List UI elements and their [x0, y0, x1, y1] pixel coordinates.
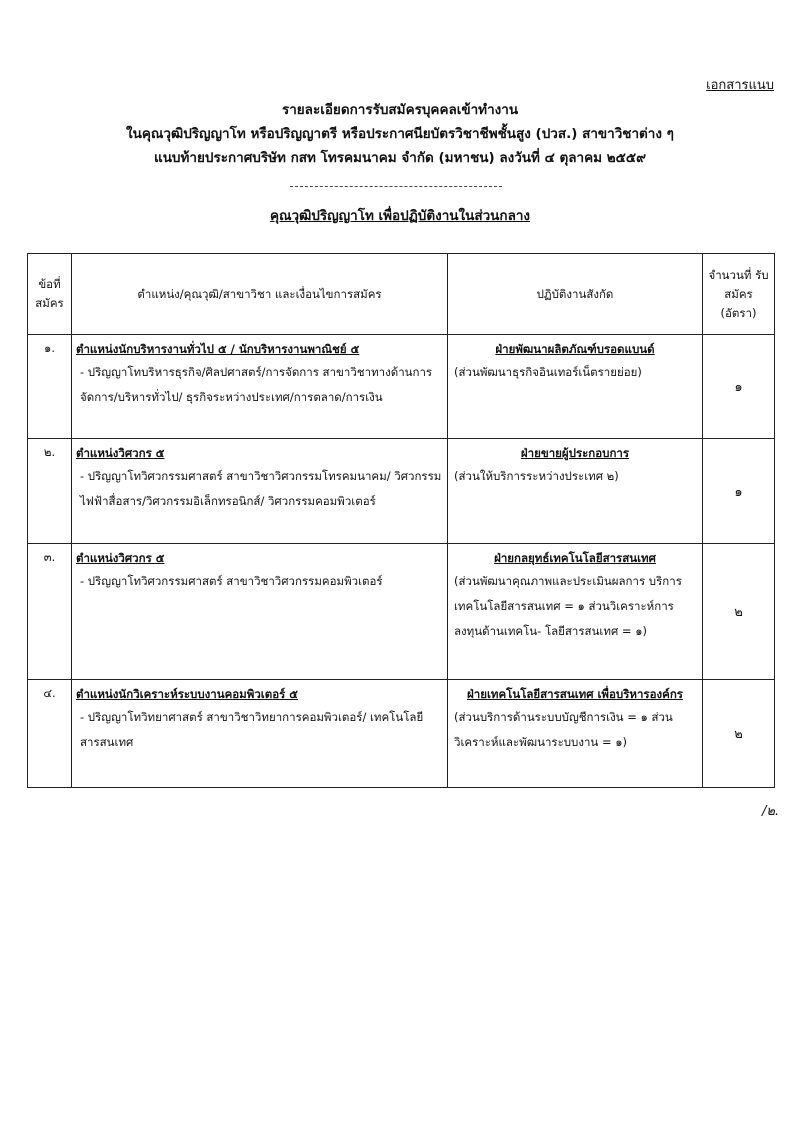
table-row	[28, 335, 775, 439]
table-row	[28, 680, 775, 788]
department-cell	[448, 680, 703, 788]
department-cell	[448, 544, 703, 680]
sub-department: (ส่วนพัฒนาธุรกิจอินเทอร์เน็ตรายย่อย)	[454, 365, 642, 379]
department-cell	[448, 439, 703, 544]
positions-count: ๒	[703, 680, 775, 788]
qualification: - ปริญญาโทวิศวกรรมศาสตร์ สาขาวิชาวิศวกรรมโทรคมนาคม/ วิศวกรรมไฟฟ้าสื่อสาร/วิศวกรรมอิเล็กทรอนิกส์/ วิศวกรรมคอมพิวเตอร์	[80, 469, 442, 508]
department-name: ฝ่ายพัฒนาผลิตภัณฑ์บรอดแบนด์	[495, 342, 655, 356]
table-row	[28, 544, 775, 680]
header-no: ข้อที่ สมัคร	[28, 254, 72, 335]
recruitment-table	[27, 253, 775, 788]
position-title: ตำแหน่งวิศวกร ๕	[76, 551, 165, 565]
header-position: ตำแหน่ง/คุณวุฒิ/สาขาวิชา และเงื่อนไขการสมัคร	[72, 254, 448, 335]
position-title: ตำแหน่งนักบริหารงานทั่วไป ๕ / นักบริหารงานพาณิชย์ ๕	[76, 342, 360, 356]
positions-count: ๒	[703, 544, 775, 680]
position-cell	[72, 680, 448, 788]
position-cell	[72, 544, 448, 680]
divider	[290, 186, 502, 187]
position-title: ตำแหน่งวิศวกร ๕	[76, 446, 165, 460]
document-header	[0, 98, 800, 170]
sub-department: (ส่วนบริการด้านระบบบัญชีการเงิน = ๑ ส่วนวิเคราะห์และพัฒนาระบบงาน = ๑)	[454, 710, 673, 749]
positions-count: ๑	[703, 439, 775, 544]
row-number: ๓.	[28, 544, 72, 680]
qualification: - ปริญญาโทบริหารธุรกิจ/ศิลปศาสตร์/การจัดการ สาขาวิชาทางด้านการจัดการ/บริหารทั่วไป/ ธุรกิจระหว่างประเทศ/การตลาด/การเงิน	[80, 365, 433, 404]
position-title: ตำแหน่งนักวิเคราะห์ระบบงานคอมพิวเตอร์ ๕	[76, 687, 298, 701]
department-name: ฝ่ายขายผู้ประกอบการ	[520, 446, 630, 460]
row-number: ๑.	[28, 335, 72, 439]
header-line-1: รายละเอียดการรับสมัครบุคคลเข้าทำงาน	[281, 102, 519, 118]
row-number: ๔.	[28, 680, 72, 788]
sub-department: (ส่วนให้บริการระหว่างประเทศ ๒)	[454, 469, 619, 483]
page-continuation-marker: /๒.	[762, 804, 780, 819]
sub-department: (ส่วนพัฒนาคุณภาพและประเมินผลการ บริการเทคโนโลยีสารสนเทศ = ๑ ส่วนวิเคราะห์การลงทุนด้านเทคโน- โลยีสารสนเทศ = ๑)	[454, 574, 682, 638]
department-cell	[448, 335, 703, 439]
row-number: ๒.	[28, 439, 72, 544]
header-department: ปฏิบัติงานสังกัด	[448, 254, 703, 335]
department-name: ฝ่ายกลยุทธ์เทคโนโลยีสารสนเทศ	[494, 551, 656, 565]
qualification: - ปริญญาโทวิทยาศาสตร์ สาขาวิชาวิทยาการคอมพิวเตอร์/ เทคโนโลยีสารสนเทศ	[80, 710, 424, 749]
header-line-2: ในคุณวุฒิปริญญาโท หรือปริญญาตรี หรือประกาศนียบัตรวิชาชีพชั้นสูง (ปวส.) สาขาวิชาต่าง ๆ	[126, 126, 674, 142]
positions-count: ๑	[703, 335, 775, 439]
header-count: จำนวนที่ รับสมัคร (อัตรา)	[703, 254, 775, 335]
section-title: คุณวุฒิปริญญาโท เพื่อปฏิบัติงานในส่วนกลาง	[269, 208, 531, 224]
qualification: - ปริญญาโทวิศวกรรมศาสตร์ สาขาวิชาวิศวกรรมคอมพิวเตอร์	[80, 574, 383, 588]
position-cell	[72, 439, 448, 544]
header-line-3: แนบท้ายประกาศบริษัท กสท โทรคมนาคม จำกัด (มหาชน) ลงวันที่ ๔ ตุลาคม ๒๕๕๙	[154, 150, 646, 166]
department-name: ฝ่ายเทคโนโลยีสารสนเทศ เพื่อบริหารองค์กร	[467, 687, 683, 701]
attachment-label: เอกสารแนบ	[706, 78, 774, 93]
position-cell	[72, 335, 448, 439]
table-row	[28, 439, 775, 544]
table-header-row	[28, 254, 775, 335]
